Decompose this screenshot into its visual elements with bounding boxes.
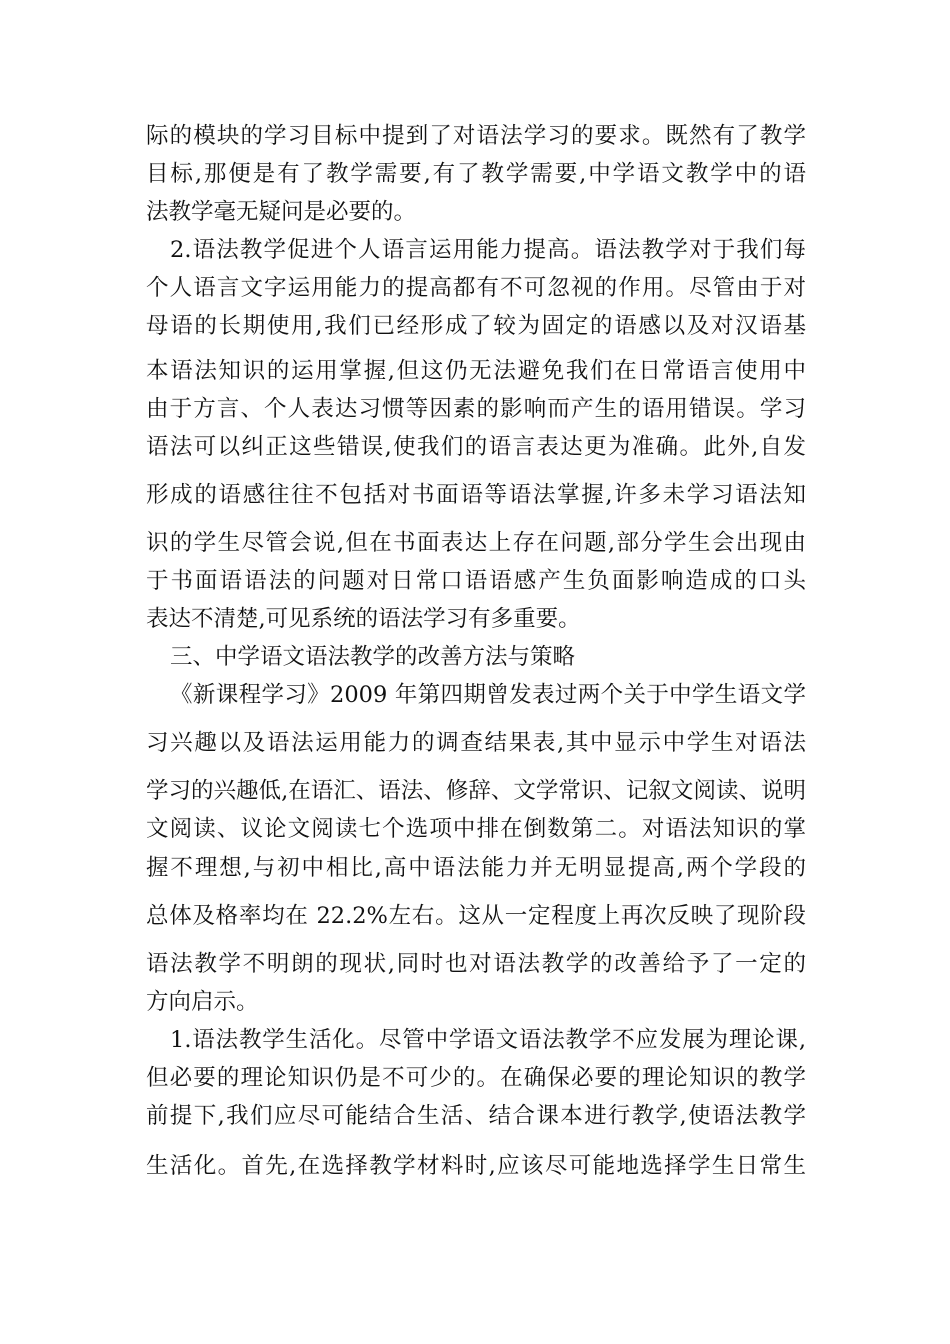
text-line: 个人语言文字运用能力的提高都有不可忽视的作用。尽管由于对 — [146, 275, 806, 301]
text-line: 法教学毫无疑问是必要的。 — [146, 199, 417, 225]
text-line: 于书面语语法的问题对日常口语语感产生负面影响造成的口头 — [146, 568, 806, 594]
text-line: 语法教学不明朗的现状,同时也对语法教学的改善给予了一定的 — [146, 951, 806, 977]
text-line: 表达不清楚,可见系统的语法学习有多重要。 — [146, 606, 581, 632]
text-line: 形成的语感往往不包括对书面语等语法掌握,许多未学习语法知 — [146, 482, 806, 508]
text-line: 方向启示。 — [146, 989, 259, 1015]
text-line: 目标,那便是有了教学需要,有了教学需要,中学语文教学中的语 — [146, 161, 806, 187]
text-line: 2.语法教学促进个人语言运用能力提高。语法教学对于我们每 — [170, 237, 806, 263]
text-line: 本语法知识的运用掌握,但这仍无法避免我们在日常语言使用中 — [146, 358, 806, 384]
text-line: 由于方言、个人表达习惯等因素的影响而产生的语用错误。学习 — [146, 396, 806, 422]
text-line: 《新课程学习》2009 年第四期曾发表过两个关于中学生语文学 — [170, 682, 806, 708]
text-line: 但必要的理论知识仍是不可少的。在确保必要的理论知识的教学 — [146, 1065, 806, 1091]
text-line: 识的学生尽管会说,但在书面表达上存在问题,部分学生会出现由 — [146, 530, 806, 556]
text-line: 总体及格率均在 22.2%左右。这从一定程度上再次反映了现阶段 — [146, 903, 806, 929]
text-line: 1.语法教学生活化。尽管中学语文语法教学不应发展为理论课, — [170, 1027, 806, 1053]
section-heading: 三、中学语文语法教学的改善方法与策略 — [170, 644, 576, 670]
text-line: 前提下,我们应尽可能结合生活、结合课本进行教学,使语法教学 — [146, 1103, 806, 1129]
text-line: 生活化。首先,在选择教学材料时,应该尽可能地选择学生日常生 — [146, 1153, 806, 1179]
text-line: 文阅读、议论文阅读七个选项中排在倒数第二。对语法知识的掌 — [146, 816, 806, 842]
text-line: 学习的兴趣低,在语汇、语法、修辞、文学常识、记叙文阅读、说明 — [146, 778, 806, 804]
text-line: 语法可以纠正这些错误,使我们的语言表达更为准确。此外,自发 — [146, 434, 806, 460]
text-line: 握不理想,与初中相比,高中语法能力并无明显提高,两个学段的 — [146, 855, 806, 881]
text-line: 际的模块的学习目标中提到了对语法学习的要求。既然有了教学 — [146, 123, 806, 149]
text-line: 母语的长期使用,我们已经形成了较为固定的语感以及对汉语基 — [146, 313, 806, 339]
text-line: 习兴趣以及语法运用能力的调查结果表,其中显示中学生对语法 — [146, 730, 806, 756]
